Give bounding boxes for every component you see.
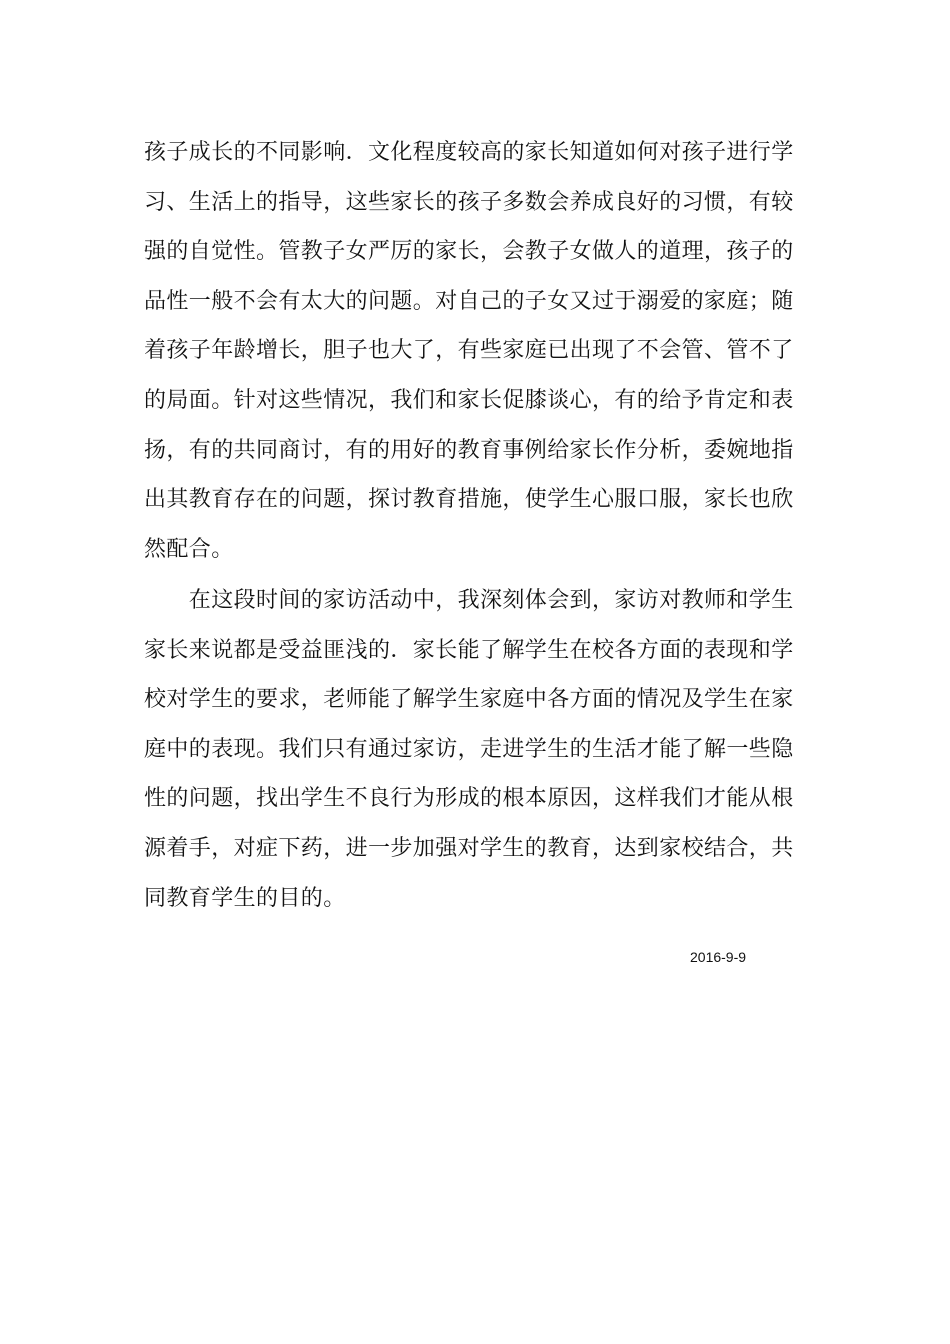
paragraph-line: 校对学生的要求，老师能了解学生家庭中各方面的情况及学生在家 xyxy=(144,687,794,713)
body-paragraph-1 xyxy=(144,128,808,574)
paragraph-line: 同教育学生的目的。 xyxy=(144,885,346,911)
paragraph-line: 习、生活上的指导，这些家长的孩子多数会养成良好的习惯，有较 xyxy=(144,189,794,215)
paragraph-line: 家长来说都是受益匪浅的．家长能了解学生在校各方面的表现和学 xyxy=(144,637,794,663)
body-paragraph-2 xyxy=(144,576,808,923)
paragraph-line: 在这段时间的家访活动中，我深刻体会到，家访对教师和学生 xyxy=(144,588,794,613)
paragraph-line: 然配合。 xyxy=(144,536,234,562)
paragraph-line: 的局面。针对这些情况，我们和家长促膝谈心，有的给予肯定和表 xyxy=(144,387,794,413)
paragraph-line: 孩子成长的不同影响．文化程度较高的家长知道如何对孩子进行学 xyxy=(144,140,794,165)
paragraph-line: 品性一般不会有太大的问题。对自己的子女又过于溺爱的家庭；随 xyxy=(144,288,794,314)
paragraph-line: 源着手，对症下药，进一步加强对学生的教育，达到家校结合，共 xyxy=(144,835,794,861)
paragraph-line: 扬，有的共同商讨，有的用好的教育事例给家长作分析，委婉地指 xyxy=(144,437,794,463)
paragraph-line: 庭中的表现。我们只有通过家访，走进学生的生活才能了解一些隐 xyxy=(144,736,794,762)
document-date: 2016-9-9 xyxy=(690,949,747,965)
paragraph-line: 强的自觉性。管教子女严厉的家长，会教子女做人的道理，孩子的 xyxy=(144,239,794,265)
paragraph-line: 出其教育存在的问题，探讨教育措施，使学生心服口服，家长也欣 xyxy=(144,487,794,513)
paragraph-line: 性的问题，找出学生不良行为形成的根本原因，这样我们才能从根 xyxy=(144,786,794,812)
paragraph-line: 着孩子年龄增长，胆子也大了，有些家庭已出现了不会管、管不了 xyxy=(144,338,794,364)
